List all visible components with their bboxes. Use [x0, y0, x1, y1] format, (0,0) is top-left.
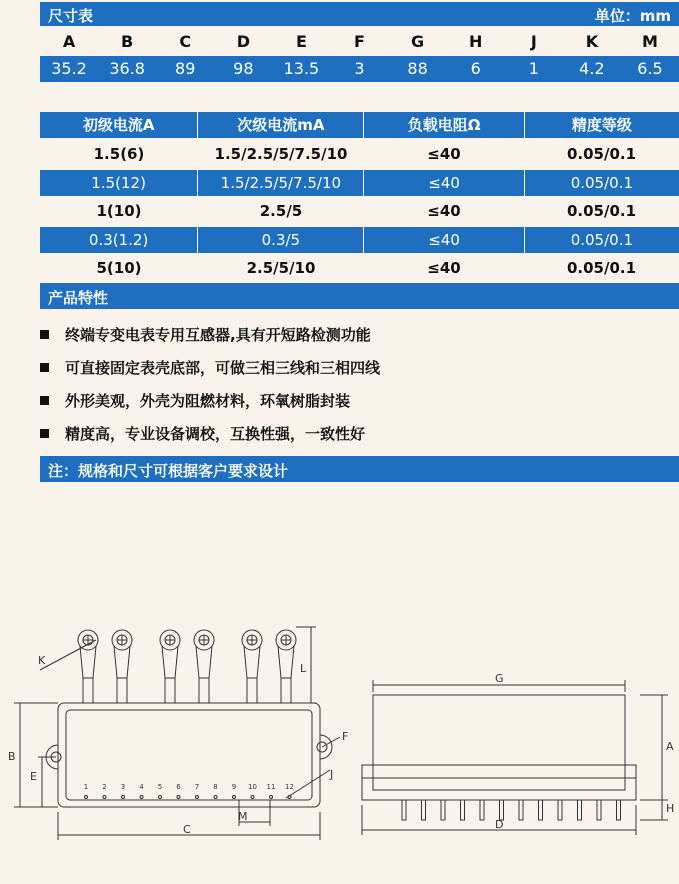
side-pin	[441, 800, 445, 820]
table-row	[40, 170, 679, 196]
bullet-square-icon	[40, 330, 49, 339]
pin-hole	[270, 796, 273, 799]
dimension-value: 6	[470, 59, 481, 78]
pin-hole	[214, 796, 217, 799]
front-view-inner	[66, 710, 312, 800]
table-cell: 0.05/0.1	[524, 170, 679, 196]
pin-hole	[251, 796, 254, 799]
dimension-letter: K	[585, 32, 599, 51]
pin-label: 9	[231, 783, 237, 791]
side-pin	[617, 800, 621, 820]
pin-label: 7	[194, 783, 200, 791]
table-cell: ≤40	[427, 259, 461, 277]
dimension-letters-row	[40, 32, 679, 54]
side-view-base	[362, 765, 636, 800]
front-view-body	[58, 703, 320, 807]
pin-label: 8	[213, 783, 218, 791]
table-row	[40, 141, 679, 167]
bullet-square-icon	[40, 363, 49, 372]
spec-table-header	[40, 112, 679, 138]
dim-label-h: H	[666, 802, 675, 815]
dimension-value: 89	[175, 59, 196, 78]
dim-label-j: J	[330, 768, 334, 781]
header-secondary-current: 次级电流mA	[197, 112, 363, 138]
list-item	[40, 423, 365, 444]
side-pin	[519, 800, 523, 820]
side-pin	[500, 800, 504, 820]
dimension-header-band	[40, 2, 679, 26]
table-cell: 0.05/0.1	[566, 259, 637, 277]
features-header-band	[40, 283, 679, 309]
list-item	[40, 390, 350, 411]
pin-hole	[122, 796, 125, 799]
dim-label-g: G	[495, 672, 504, 685]
side-view-body	[373, 695, 625, 790]
dimension-letter: A	[62, 32, 76, 51]
dim-label-b: B	[8, 750, 16, 763]
pin-hole	[85, 796, 88, 799]
pin-label: 2	[102, 783, 107, 791]
side-pin	[597, 800, 601, 820]
pin-label: 6	[176, 783, 181, 791]
dim-label-f: F	[342, 730, 349, 743]
table-cell: 5(10)	[96, 259, 142, 277]
pin-label: 3	[120, 783, 126, 791]
terminal-lug	[160, 630, 180, 703]
dim-label-m: M	[238, 810, 248, 823]
table-cell: ≤40	[363, 227, 523, 253]
dimension-value: 3	[354, 59, 365, 78]
side-pin	[402, 800, 406, 820]
pin-label: 10	[248, 783, 257, 791]
header-primary-current: 初级电流A	[82, 116, 155, 134]
side-pin	[480, 800, 484, 820]
left-mount-hole	[51, 752, 61, 762]
header-accuracy-class: 精度等级	[524, 112, 679, 138]
pin-label: 1	[83, 783, 89, 791]
dimension-value: 36.8	[109, 59, 145, 78]
dimension-value: 35.2	[51, 59, 87, 78]
pin-hole	[233, 796, 236, 799]
side-pin	[578, 800, 582, 820]
dim-label-e: E	[30, 770, 37, 783]
pin-hole	[196, 796, 199, 799]
dimension-title: 尺寸表	[48, 7, 94, 25]
pin-hole	[288, 796, 291, 799]
side-pin	[558, 800, 562, 820]
dimension-letter: G	[411, 32, 425, 51]
side-pin	[422, 800, 426, 820]
table-row	[40, 227, 679, 253]
bullet-square-icon	[40, 396, 49, 405]
header-load-resistance: 负载电阻Ω	[363, 112, 523, 138]
dimension-value: 13.5	[283, 59, 320, 78]
dim-label-d: D	[495, 818, 504, 831]
side-pin	[539, 800, 543, 820]
table-cell: 0.05/0.1	[524, 227, 679, 253]
terminal-lug	[112, 630, 132, 703]
feature-text: 可直接固定表壳底部，可做三相三线和三相四线	[65, 359, 381, 377]
terminal-lug	[242, 630, 262, 703]
dimension-letter: F	[354, 32, 365, 51]
right-mount-hole	[317, 742, 327, 752]
table-cell: ≤40	[427, 202, 461, 220]
table-cell: 0.05/0.1	[566, 202, 637, 220]
pin-hole	[177, 796, 180, 799]
dim-label-c: C	[183, 823, 191, 836]
list-item	[40, 357, 380, 378]
feature-text: 外形美观，外壳为阻燃材料，环氧树脂封装	[65, 392, 351, 410]
list-item	[40, 324, 371, 345]
table-row	[40, 198, 679, 224]
table-cell: 1.5(12)	[91, 173, 146, 192]
table-cell: 1.5(6)	[93, 145, 145, 163]
table-cell: 2.5/5/10	[246, 259, 316, 277]
dimension-value: 98	[233, 59, 254, 78]
pin-hole	[140, 796, 143, 799]
dimension-value: 1	[528, 59, 539, 78]
dimension-values-row	[40, 56, 679, 82]
dimension-letter: E	[295, 32, 307, 51]
dimension-value: 4.2	[579, 59, 605, 78]
dimension-letter: J	[530, 32, 537, 51]
table-cell: 0.3/5	[197, 227, 363, 253]
feature-text: 终端专变电表专用互感器,具有开短路检测功能	[65, 326, 371, 344]
table-cell: 2.5/5	[259, 202, 303, 220]
dimension-letter: B	[121, 32, 134, 51]
side-pin	[461, 800, 465, 820]
terminal-lug	[276, 630, 296, 703]
features-title: 产品特性	[48, 289, 109, 307]
table-cell: 1.5/2.5/5/7.5/10	[214, 145, 348, 163]
dim-label-k: K	[38, 654, 46, 667]
note-band	[40, 456, 679, 482]
table-cell: ≤40	[427, 145, 461, 163]
dimension-value: 6.5	[637, 59, 663, 78]
table-cell: 0.3(1.2)	[88, 230, 149, 249]
bullet-square-icon	[40, 429, 49, 438]
dimension-letter: C	[179, 32, 192, 51]
terminal-lug	[194, 630, 214, 703]
dimension-letter: H	[469, 32, 483, 51]
dim-label-a: A	[666, 740, 674, 753]
table-cell: 1(10)	[96, 202, 142, 220]
pin-label: 4	[139, 783, 144, 791]
note-text: 注：规格和尺寸可根据客户要求设计	[48, 462, 289, 480]
feature-text: 精度高，专业设备调校，互换性强，一致性好	[65, 425, 366, 443]
dimension-value: 88	[407, 59, 428, 78]
table-cell: 0.05/0.1	[566, 145, 637, 163]
pin-label: 12	[285, 783, 294, 791]
dim-label-l: L	[300, 662, 307, 675]
dimension-letter: M	[642, 32, 658, 51]
table-cell: ≤40	[363, 170, 523, 196]
dimension-letter: D	[236, 32, 250, 51]
unit-label: 单位：mm	[594, 7, 671, 25]
pin-label: 5	[157, 783, 163, 791]
table-cell: 1.5/2.5/5/7.5/10	[197, 170, 363, 196]
pin-hole	[159, 796, 162, 799]
table-row	[40, 255, 679, 281]
pin-label: 11	[266, 783, 276, 791]
pin-hole	[103, 796, 106, 799]
terminal-lug	[78, 630, 98, 703]
